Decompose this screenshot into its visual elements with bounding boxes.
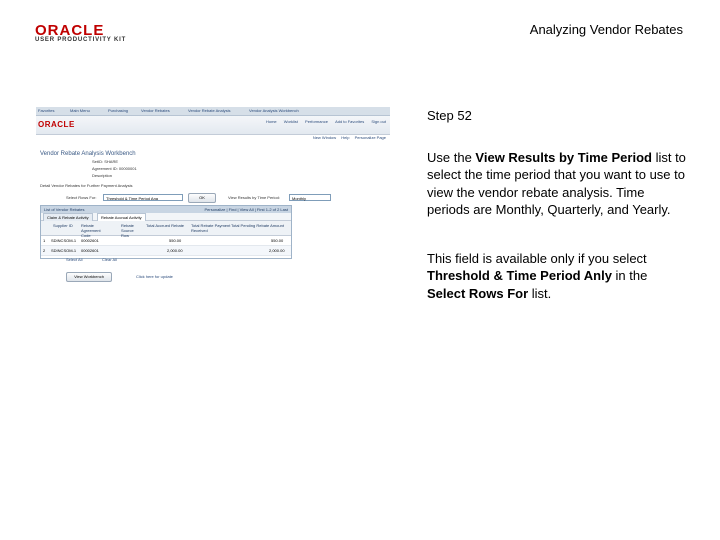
col-source-row: Rebate Source Row xyxy=(121,223,134,238)
help-links xyxy=(309,135,386,140)
col-agreement-code: Rebate Agreement Code xyxy=(81,223,101,238)
row-pending: 550.00 xyxy=(271,238,284,243)
col-total-accrued: Total Accrued Rebate xyxy=(146,223,185,228)
performance-link[interactable]: Performance xyxy=(305,119,328,124)
select-rows-label: Select Rows For: xyxy=(66,195,97,200)
col-supplier-id: Supplier ID xyxy=(53,223,73,228)
col-payment-received: Total Rebate Payment Received xyxy=(191,223,231,233)
row-number: 1 xyxy=(43,238,46,243)
breadcrumb-bar xyxy=(36,107,390,116)
row-pending: 2,000.00 xyxy=(269,248,285,253)
p2-option-name: Threshold & Time Period Anly xyxy=(427,268,612,284)
page-title: Analyzing Vendor Rebates xyxy=(529,22,683,37)
top-links xyxy=(260,119,386,124)
table-row[interactable] xyxy=(41,246,291,256)
row-accrued: 550.00 xyxy=(169,238,182,243)
row-number: 2 xyxy=(43,248,46,253)
logo-oracle-text: ORACLE xyxy=(35,22,105,39)
p1-text-a: Use the xyxy=(427,150,476,165)
help-link[interactable]: Help xyxy=(341,135,350,140)
grid-column-headers xyxy=(41,221,291,236)
table-row[interactable] xyxy=(41,236,291,246)
setid-info: SetID: SHARE xyxy=(92,159,119,164)
description-info: Description xyxy=(92,173,113,178)
worklist-link[interactable]: Worklist xyxy=(283,119,298,124)
nav-vendor-rebate-analysis[interactable]: Vendor Rebate Analysis xyxy=(188,108,231,113)
instruction-paragraph-2 xyxy=(427,250,687,302)
logo-upk-text: USER PRODUCTIVITY KIT xyxy=(35,37,127,43)
grid-header xyxy=(41,206,291,213)
application-screenshot xyxy=(36,107,390,287)
nav-vendor-rebates[interactable]: Vendor Rebates xyxy=(141,108,170,113)
p1-text-c: list to select the time period that you want to use to view the vendor rebate analysis. Time periods are Monthly, Quarterly, and Yearly. xyxy=(427,150,686,218)
p2-text-c: in the xyxy=(611,268,648,284)
p2-text-a: This field is available only if you select xyxy=(427,251,647,266)
detail-label: Detail Vendor Rebates for Further Payment Analysis xyxy=(40,183,133,188)
personalize-page-link[interactable]: Personalize Page xyxy=(354,135,386,140)
update-link[interactable]: Click here for update xyxy=(136,274,173,279)
tab-claim-rebate-activity[interactable]: Claim & Rebate Activity xyxy=(43,213,93,221)
workbench-title: Vendor Rebate Analysis Workbench xyxy=(40,151,136,157)
col-pending-amount: Total Pending Rebate Amount xyxy=(231,223,284,228)
row-agreement: 00002601 xyxy=(81,238,99,243)
agreement-info: Agreement ID: 00000001 xyxy=(92,166,137,171)
select-all-link[interactable]: Select All xyxy=(66,257,83,262)
row-accrued: 2,000.00 xyxy=(167,248,183,253)
app-brand: ORACLE xyxy=(38,120,75,129)
grid-tabs xyxy=(41,213,291,221)
header-bar xyxy=(36,116,390,135)
nav-purchasing[interactable]: Purchasing xyxy=(108,108,129,113)
view-results-label: View Results by Time Period: xyxy=(228,195,280,200)
new-window-link[interactable]: New Window xyxy=(312,135,337,140)
home-link[interactable]: Home xyxy=(265,119,277,124)
nav-vendor-analysis-workbench[interactable]: Vendor Analysis Workbench xyxy=(249,108,299,113)
row-supplier: SDINCSOM-1 xyxy=(51,248,77,253)
oracle-upk-logo xyxy=(35,22,126,43)
p2-field-name: Select Rows For xyxy=(427,285,529,301)
view-results-dropdown[interactable]: Monthly xyxy=(289,194,331,201)
sign-out-link[interactable]: Sign out xyxy=(371,119,386,124)
p1-field-name: View Results by Time Period xyxy=(475,150,652,165)
vendor-rebates-grid xyxy=(40,205,292,259)
row-agreement: 00002601 xyxy=(81,248,99,253)
grid-pager[interactable]: Personalize | Find | View All | First 1-2 of 2 Last xyxy=(204,207,288,212)
ok-button[interactable]: OK xyxy=(188,193,216,203)
tab-rebate-accrual-activity[interactable]: Rebate Accrual Activity xyxy=(97,213,146,221)
p2-text-e: list. xyxy=(528,285,552,301)
grid-title: List of Vendor Rebates xyxy=(44,207,85,212)
clear-all-link[interactable]: Clear All xyxy=(102,257,117,262)
nav-main-menu[interactable]: Main Menu xyxy=(70,108,90,113)
add-favorites-link[interactable]: Add to Favorites xyxy=(335,119,365,124)
instruction-paragraph-1 xyxy=(427,149,687,219)
view-workbench-button[interactable]: View Workbench xyxy=(66,272,112,282)
row-supplier: SDINCSOM-1 xyxy=(51,238,77,243)
nav-favorites[interactable]: Favorites xyxy=(38,108,55,113)
step-number: Step 52 xyxy=(427,108,472,123)
select-rows-dropdown[interactable]: Threshold & Time Period Ana xyxy=(103,194,183,201)
